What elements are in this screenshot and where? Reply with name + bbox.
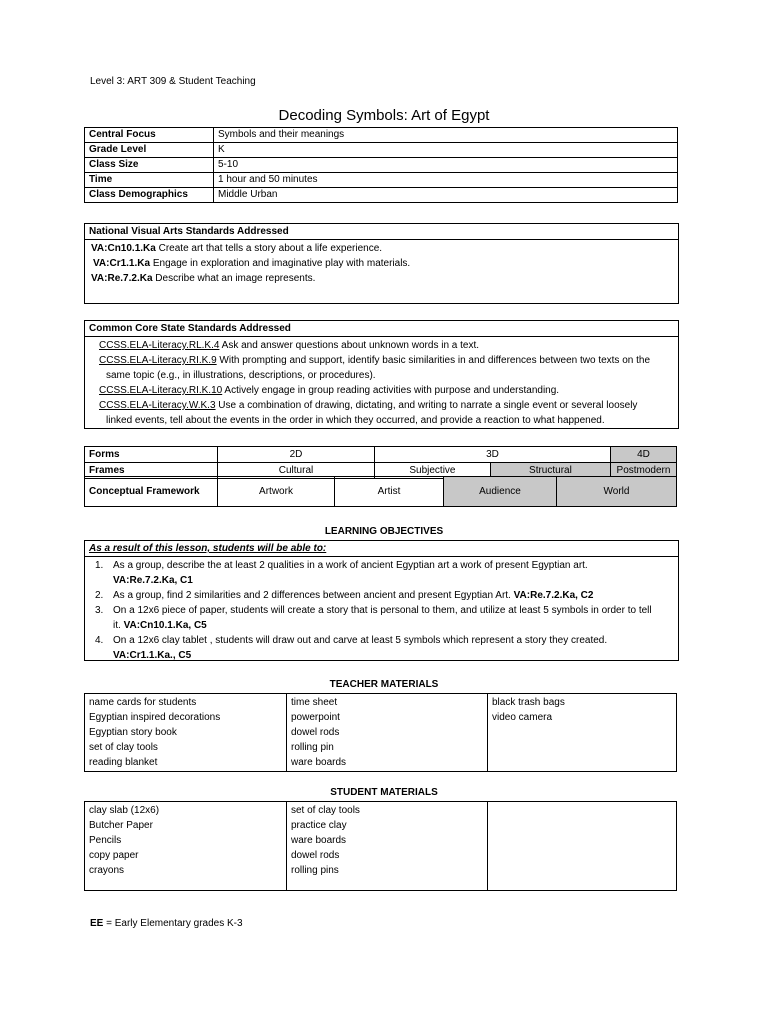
material-item: practice clay <box>291 820 347 831</box>
standard-text: With prompting and support, identify basic similarities in and differences between two texts on the <box>216 355 651 366</box>
info-key: Time <box>85 173 214 188</box>
objective-standard-code: VA:Cr1.1.Ka., C5 <box>113 650 192 661</box>
ccss-section <box>84 320 679 429</box>
info-row-class-size <box>85 158 678 173</box>
material-item: set of clay tools <box>291 805 360 816</box>
student-materials-col-1 <box>85 802 287 891</box>
frames-label: Frames <box>85 463 218 479</box>
cf-world: World <box>557 477 677 507</box>
conceptual-framework-label: Conceptual Framework <box>85 477 218 507</box>
frame-subjective: Subjective <box>375 463 491 479</box>
standard-text: Describe what an image represents. <box>152 273 316 284</box>
footer-text: = Early Elementary grades K-3 <box>103 918 243 929</box>
course-header: Level 3: ART 309 & Student Teaching <box>90 76 256 87</box>
info-value: 1 hour and 50 minutes <box>214 173 678 188</box>
objective-standard-code: VA:Re.7.2.Ka, C2 <box>513 590 594 601</box>
info-key: Grade Level <box>85 143 214 158</box>
teacher-materials-table <box>84 693 677 772</box>
objectives-heading: LEARNING OBJECTIVES <box>324 526 444 537</box>
info-key: Central Focus <box>85 128 214 143</box>
ccss-item <box>85 337 678 353</box>
footer-abbreviation: EE <box>90 918 104 929</box>
standard-text: Engage in exploration and imaginative play with materials. <box>150 258 411 269</box>
lesson-info-table <box>84 127 678 203</box>
teacher-materials-col-2 <box>287 694 488 772</box>
objective-standard-code: VA:Cn10.1.Ka, C5 <box>123 620 207 631</box>
standard-link[interactable]: CCSS.ELA-Literacy.W.K.3 <box>99 400 216 411</box>
objective-item <box>85 557 678 573</box>
objective-number: 3. <box>95 605 104 616</box>
material-item: clay slab (12x6) <box>89 805 160 816</box>
nvas-heading: National Visual Arts Standards Addressed <box>85 224 678 240</box>
material-item: black trash bags <box>492 697 565 708</box>
student-materials-heading: STUDENT MATERIALS <box>330 787 438 798</box>
material-item: video camera <box>492 712 553 723</box>
nvas-section <box>84 223 679 304</box>
forms-4d: 4D <box>611 447 677 463</box>
objective-text: As a group, find 2 similarities and 2 differences between ancient and present Egyptian Art. <box>113 590 514 601</box>
info-key: Class Demographics <box>85 188 214 203</box>
standard-text: Create art that tells a story about a life experience. <box>155 243 383 254</box>
info-value: Middle Urban <box>214 188 678 203</box>
nvas-item <box>85 271 678 286</box>
material-item: Butcher Paper <box>89 820 153 831</box>
objective-item <box>85 633 678 648</box>
standard-text: Use a combination of drawing, dictating, and writing to narrate a single event or several loosely <box>215 400 638 411</box>
objective-text: As a group, describe the at least 2 qualities in a work of ancient Egyptian art a work of present Egyptian art. <box>113 560 588 571</box>
standard-code: VA:Cn10.1.Ka <box>91 243 156 254</box>
standard-link[interactable]: CCSS.ELA-Literacy.RI.K.10 <box>99 385 223 396</box>
material-item: name cards for students <box>89 697 197 708</box>
frame-cultural: Cultural <box>218 463 375 479</box>
objective-continued <box>85 618 678 633</box>
standard-text: Actively engage in group reading activities with purpose and understanding. <box>222 385 560 396</box>
standard-code: VA:Re.7.2.Ka <box>91 273 153 284</box>
material-item: Egyptian story book <box>89 727 177 738</box>
objective-number: 2. <box>95 590 104 601</box>
objectives-section <box>84 540 679 661</box>
material-item: copy paper <box>89 850 139 861</box>
forms-row <box>85 447 677 463</box>
ccss-item-continued: same topic (e.g., in illustrations, descriptions, or procedures). <box>106 370 376 381</box>
material-item: ware boards <box>291 835 347 846</box>
info-value: Symbols and their meanings <box>214 128 678 143</box>
objective-standard <box>85 573 678 588</box>
teacher-materials-col-1 <box>85 694 287 772</box>
info-row-grade-level <box>85 143 678 158</box>
student-materials-table <box>84 801 677 891</box>
objective-number: 1. <box>95 560 104 571</box>
conceptual-framework-table <box>84 476 677 507</box>
forms-2d: 2D <box>218 447 375 463</box>
standard-link[interactable]: CCSS.ELA-Literacy.RL.K.4 <box>99 340 220 351</box>
standard-code: VA:Cr1.1.Ka <box>93 258 151 269</box>
material-item: set of clay tools <box>89 742 158 753</box>
info-value: 5-10 <box>214 158 678 173</box>
objective-item <box>85 603 678 618</box>
ccss-item <box>85 398 678 413</box>
info-row-demographics <box>85 188 678 203</box>
forms-3d: 3D <box>375 447 611 463</box>
teacher-materials-heading: TEACHER MATERIALS <box>329 679 439 690</box>
standard-text: Ask and answer questions about unknown words in a text. <box>219 340 480 351</box>
material-item: ware boards <box>291 757 347 768</box>
material-item: Pencils <box>89 835 122 846</box>
objective-text: On a 12x6 clay tablet , students will draw out and carve at least 5 symbols which represent a story they created. <box>113 635 608 646</box>
info-row-time <box>85 173 678 188</box>
cf-artwork: Artwork <box>218 477 335 507</box>
material-item: reading blanket <box>89 757 158 768</box>
objective-standard-code: VA:Re.7.2.Ka, C1 <box>113 575 193 586</box>
conceptual-framework-row <box>85 477 677 507</box>
forms-frames-table <box>84 446 677 479</box>
objective-text: it. <box>113 620 124 631</box>
teacher-materials-row <box>85 694 677 772</box>
objectives-intro: As a result of this lesson, students will be able to: <box>85 541 678 557</box>
forms-label: Forms <box>85 447 218 463</box>
cf-audience: Audience <box>444 477 557 507</box>
footer-note <box>90 918 243 929</box>
objective-item <box>85 588 678 603</box>
objective-standard <box>85 648 678 663</box>
material-item: dowel rods <box>291 727 340 738</box>
student-materials-col-2 <box>287 802 488 891</box>
info-value: K <box>214 143 678 158</box>
objective-text: On a 12x6 piece of paper, students will create a story that is personal to them, and utilize at least 5 symbols in order to tell <box>113 605 652 616</box>
frame-postmodern: Postmodern <box>611 463 677 479</box>
nvas-item <box>85 240 678 256</box>
material-item: crayons <box>89 865 125 876</box>
material-item: time sheet <box>291 697 338 708</box>
ccss-heading: Common Core State Standards Addressed <box>85 321 678 337</box>
frame-structural: Structural <box>490 463 610 479</box>
standard-link[interactable]: CCSS.ELA-Literacy.RI.K.9 <box>99 355 217 366</box>
ccss-item-continued: linked events, tell about the events in the order in which they occurred, and provide a reaction to what happened. <box>106 415 605 426</box>
ccss-item <box>85 383 678 398</box>
ccss-item <box>85 353 678 368</box>
material-item: rolling pins <box>291 865 339 876</box>
teacher-materials-col-3 <box>488 694 677 772</box>
info-row-central-focus <box>85 128 678 143</box>
material-item: dowel rods <box>291 850 340 861</box>
material-item: powerpoint <box>291 712 340 723</box>
info-key: Class Size <box>85 158 214 173</box>
material-item: rolling pin <box>291 742 334 753</box>
nvas-item <box>85 256 678 271</box>
objective-number: 4. <box>95 635 104 646</box>
student-materials-row <box>85 802 677 891</box>
cf-artist: Artist <box>335 477 444 507</box>
page-title: Decoding Symbols: Art of Egypt <box>278 107 490 124</box>
student-materials-col-3 <box>488 802 677 891</box>
material-item: Egyptian inspired decorations <box>89 712 221 723</box>
